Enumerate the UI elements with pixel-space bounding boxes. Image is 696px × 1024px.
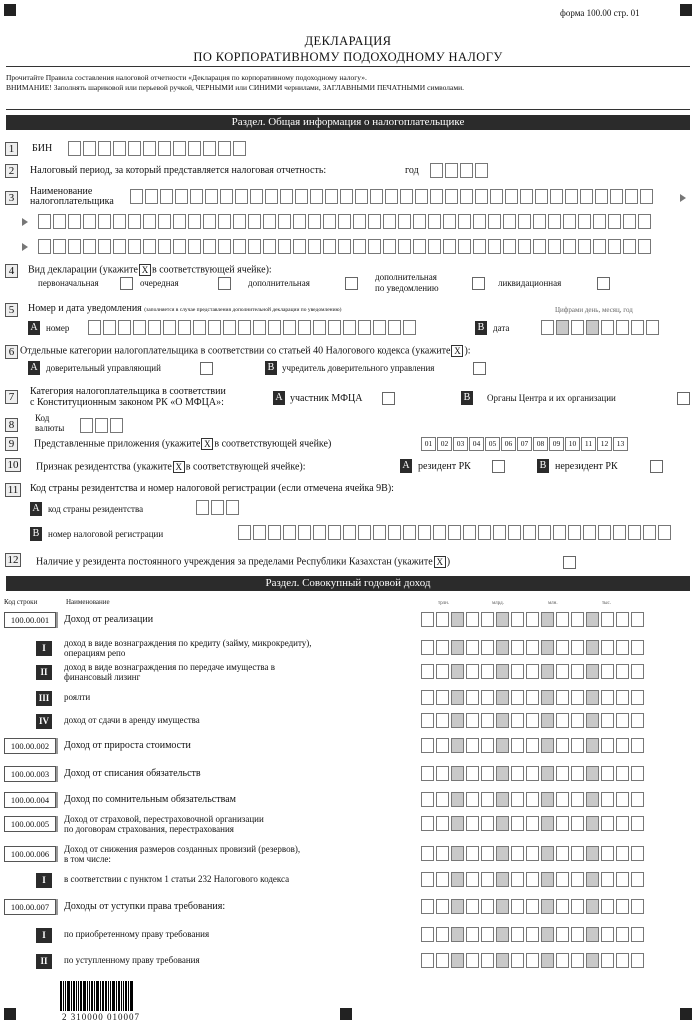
- row-code: 100.00.002: [4, 738, 56, 754]
- section1-title: Раздел. Общая информация о налогоплательщике: [6, 115, 690, 130]
- amount-cells[interactable]: [421, 899, 644, 914]
- barcode-text: 2 310000 010007: [62, 1012, 140, 1022]
- intro-line1: Прочитайте Правила составления налоговой отчетности «Декларация по корпоративному подоходному налогу».: [6, 73, 367, 82]
- row-roman: I: [36, 928, 52, 943]
- row-name: роялти: [64, 692, 91, 702]
- checkbox-additional-notice[interactable]: [472, 277, 485, 290]
- amount-cells[interactable]: [421, 816, 644, 831]
- row-code: 100.00.006: [4, 846, 56, 862]
- row-name: доход в виде вознаграждения по передаче имущества в: [64, 662, 275, 672]
- amount-cells[interactable]: [421, 953, 644, 968]
- amount-cells[interactable]: [421, 766, 644, 781]
- country-code-label: Код страны резидентства и номер налоговой регистрации (если отмечена ячейка 9В):: [30, 483, 394, 494]
- checkbox-trustee[interactable]: [200, 362, 213, 375]
- field-number: 5: [5, 303, 18, 317]
- checkbox-aifc-bodies[interactable]: [677, 392, 690, 405]
- corner-marker: [680, 1008, 692, 1020]
- title-line1: ДЕКЛАРАЦИЯ: [304, 34, 392, 48]
- barcode: [60, 975, 160, 1011]
- checkbox-regular[interactable]: [218, 277, 231, 290]
- row-roman: II: [36, 665, 52, 680]
- amount-cells[interactable]: [421, 792, 644, 807]
- intro-line2: ВНИМАНИЕ! Заполнять шариковой или перьевой ручкой, ЧЕРНЫМИ или СИНИМИ чернилами, ЗАГЛАВНЫМИ ПЕЧАТНЫМИ символами.: [6, 83, 465, 92]
- row-name-cont: по договорам страхования, перестрахования: [64, 824, 234, 834]
- notice-number-cells[interactable]: [88, 320, 416, 335]
- amount-cells[interactable]: [421, 846, 644, 861]
- country-code-cells[interactable]: [196, 500, 239, 515]
- checkbox-resident[interactable]: [492, 460, 505, 473]
- arrow-right-icon: [680, 194, 686, 202]
- title-line2: ПО КОРПОРАТИВНОМУ ПОДОХОДНОМУ НАЛОГУ: [193, 50, 503, 64]
- notice-label: Номер и дата уведомления (заполняется в случае представления дополнительной декларации по уведомлению): [28, 303, 342, 314]
- amount-cells[interactable]: [421, 713, 644, 728]
- bin-cells[interactable]: [68, 141, 246, 156]
- row-name: Доход от прироста стоимости: [64, 740, 191, 751]
- amount-cells[interactable]: [421, 927, 644, 942]
- amount-cells[interactable]: [421, 738, 644, 753]
- taxpayer-name-cells-2[interactable]: [38, 214, 651, 229]
- row-name: Доходы от уступки права требования:: [64, 901, 226, 912]
- amount-cells[interactable]: [421, 872, 644, 887]
- corner-marker: [340, 1008, 352, 1020]
- checkbox-aifc-participant[interactable]: [382, 392, 395, 405]
- decl-type-label: Вид декларации (укажите X в соответствующей ячейке):: [28, 264, 272, 276]
- row-code: 100.00.004: [4, 792, 56, 808]
- checkbox-liquidation[interactable]: [597, 277, 610, 290]
- taxpayer-name-label: Наименование: [30, 186, 93, 197]
- corner-marker: [4, 1008, 16, 1020]
- taxpayer-name-label2: налогоплательщика: [30, 196, 114, 207]
- amount-cells[interactable]: [421, 690, 644, 705]
- taxpayer-name-cells-1[interactable]: [130, 189, 653, 204]
- row-roman: I: [36, 873, 52, 888]
- row-name: доход в виде вознаграждения по кредиту (займу, микрокредиту),: [64, 638, 312, 648]
- field-number: 6: [5, 345, 18, 359]
- permanent-establishment-label: Наличие у резидента постоянного учреждения за пределами Республики Казахстан (укажите X ): [36, 556, 451, 568]
- arrow-right-icon: [22, 218, 28, 226]
- field-number: 1: [5, 142, 18, 156]
- tax-period-label: Налоговый период, за который представляется налоговая отчетность:: [30, 165, 327, 176]
- form-label: форма 100.00 стр. 01: [560, 8, 640, 18]
- tax-registration-cells[interactable]: [238, 525, 671, 540]
- year-label: год: [405, 165, 419, 176]
- row-name-cont: финансовый лизинг: [64, 672, 141, 682]
- checkbox-additional[interactable]: [345, 277, 358, 290]
- arrow-right-icon: [22, 243, 28, 251]
- field-number: 12: [5, 553, 21, 567]
- row-roman: I: [36, 641, 52, 656]
- row-name: в соответствии с пунктом 1 статьи 232 Налогового кодекса: [64, 874, 290, 884]
- corner-marker: [680, 4, 692, 16]
- taxpayer-name-cells-3[interactable]: [38, 239, 651, 254]
- field-number: 8: [5, 418, 18, 432]
- row-name: Доход по сомнительным обязательствам: [64, 794, 236, 805]
- corner-marker: [4, 4, 16, 16]
- field-number: 10: [5, 458, 21, 472]
- row-name: Доход от реализации: [64, 614, 154, 625]
- checkbox-permanent-establishment[interactable]: [563, 556, 576, 569]
- row-roman: IV: [36, 714, 52, 729]
- field-number: 11: [5, 483, 21, 497]
- row-name-cont: операциям репо: [64, 648, 126, 658]
- appendices-cells[interactable]: 01 02 03 04 05 06 07 08 09 10 11 12 13: [421, 437, 628, 451]
- row-name: по уступленному праву требования: [64, 955, 200, 965]
- row-code: 100.00.001: [4, 612, 56, 628]
- amount-cells[interactable]: [421, 612, 644, 627]
- checkbox-nonresident[interactable]: [650, 460, 663, 473]
- row-name: Доход от страховой, перестраховочной организации: [64, 814, 264, 824]
- row-roman: III: [36, 691, 52, 706]
- row-name: Доход от списания обязательств: [64, 768, 201, 779]
- residency-label: Признак резидентства (укажите X в соответствующей ячейке):: [36, 461, 306, 473]
- row-name: доход от сдачи в аренду имущества: [64, 715, 200, 725]
- year-cells[interactable]: [430, 163, 488, 178]
- row-name-cont: в том числе:: [64, 854, 111, 864]
- row-code: 100.00.007: [4, 899, 56, 915]
- section2-title: Раздел. Совокупный годовой доход: [6, 576, 690, 591]
- special-category-label: Отдельные категории налогоплательщика в соответствии со статьей 40 Налогового кодекса (укажите X ):: [20, 345, 471, 357]
- row-roman: II: [36, 954, 52, 969]
- row-code: 100.00.005: [4, 816, 56, 832]
- row-name: по приобретенному праву требования: [64, 929, 210, 939]
- appendices-label: Представленные приложения (укажите X в соответствующей ячейке): [34, 438, 332, 450]
- field-number: 3: [5, 191, 18, 205]
- row-code: 100.00.003: [4, 766, 56, 782]
- amount-cells[interactable]: [421, 664, 644, 679]
- checkbox-initial[interactable]: [120, 277, 133, 290]
- field-number: 2: [5, 164, 18, 178]
- field-number: 9: [5, 437, 18, 451]
- currency-cells[interactable]: [80, 418, 123, 433]
- field-number: 4: [5, 264, 18, 278]
- row-name: Доход от снижения размеров созданных провизий (резервов),: [64, 844, 301, 854]
- checkbox-trust-founder[interactable]: [473, 362, 486, 375]
- bin-label: БИН: [32, 143, 53, 154]
- notice-date-cells[interactable]: [541, 320, 659, 335]
- amount-cells[interactable]: [421, 640, 644, 655]
- field-number: 7: [5, 390, 18, 404]
